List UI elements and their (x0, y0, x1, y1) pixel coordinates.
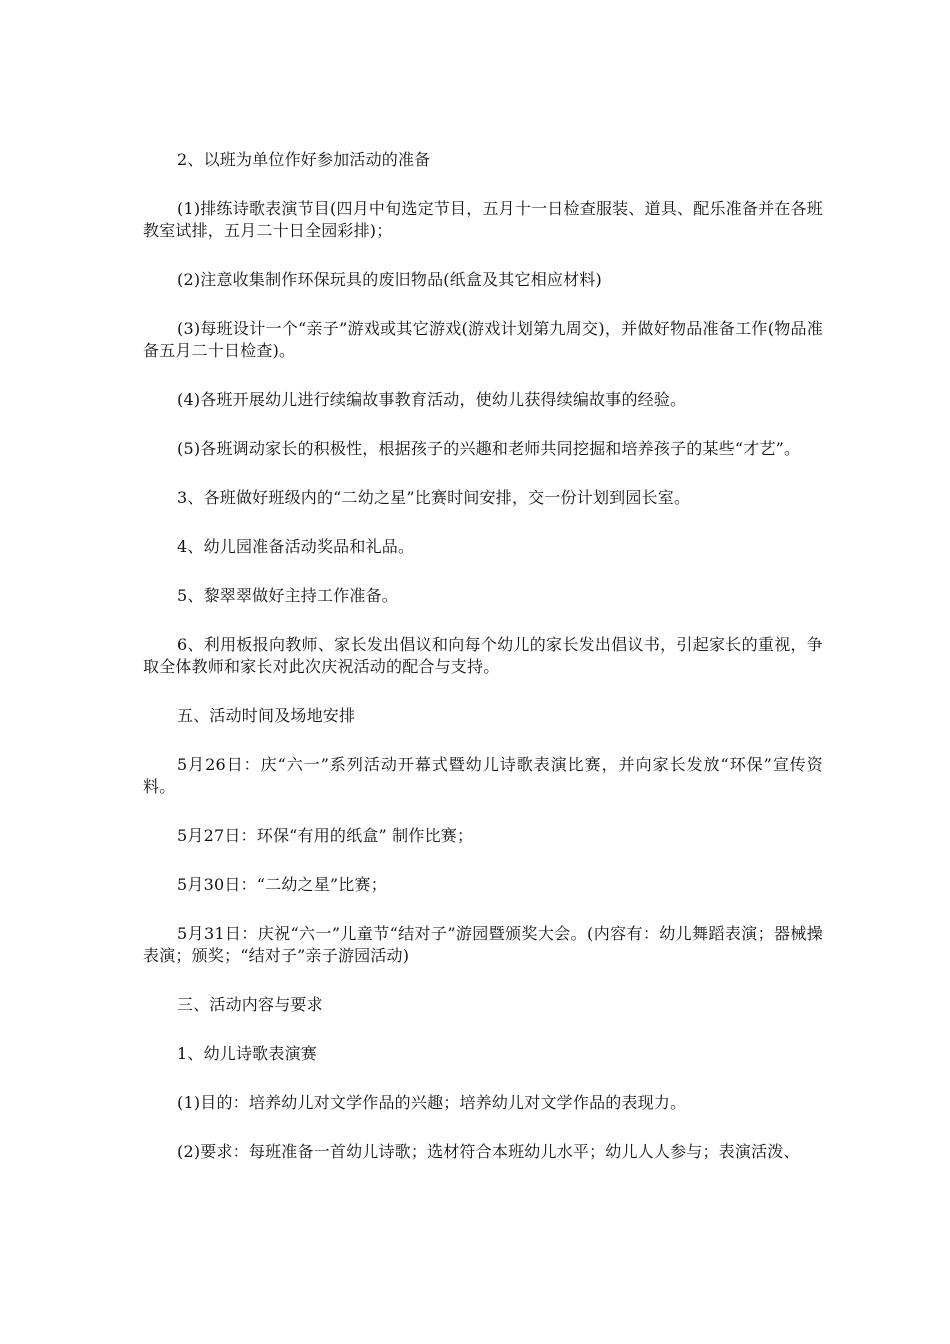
schedule-may-26: 5月26日：庆“六一”系列活动开幕式暨幼儿诗歌表演比赛，并向家长发放“环保”宣传资料。 (143, 755, 823, 796)
paragraph-point-6: 6、利用板报向教师、家长发出倡议和向每个幼儿的家长发出倡议书，引起家长的重视，争取全体教师和家长对此次庆祝活动的配合与支持。 (143, 635, 823, 676)
paragraph-point-4: 4、幼儿园准备活动奖品和礼品。 (177, 537, 415, 556)
paragraph-point-3: 3、各班做好班级内的“二幼之星”比赛时间安排，交一份计划到园长室。 (177, 488, 691, 507)
document-body (143, 149, 823, 1190)
paragraph-item-5: (5)各班调动家长的积极性，根据孩子的兴趣和老师共同挖掘和培养孩子的某些“才艺”。 (177, 439, 801, 458)
section-heading-schedule: 五、活动时间及场地安排 (177, 706, 356, 725)
schedule-may-30: 5月30日：“二幼之星”比赛； (177, 875, 387, 894)
section-heading-content: 三、活动内容与要求 (177, 995, 323, 1014)
schedule-may-27: 5月27日：环保“有用的纸盒” 制作比赛； (177, 826, 474, 845)
paragraph-requirements: (2)要求：每班准备一首幼儿诗歌；选材符合本班幼儿水平；幼儿人人参与；表演活泼、 (177, 1142, 800, 1161)
paragraph-item-1: (1)排练诗歌表演节目(四月中旬选定节目，五月十一日检查服装、道具、配乐准备并在各班教室试排，五月二十日全园彩排)； (143, 199, 823, 240)
paragraph-item-4: (4)各班开展幼儿进行续编故事教育活动，使幼儿获得续编故事的经验。 (177, 390, 687, 409)
schedule-may-31: 5月31日：庆祝“六一”儿童节“结对子”游园暨颁奖大会。(内容有：幼儿舞蹈表演；器械操表演；颁奖；“结对子”亲子游园活动) (143, 924, 823, 965)
paragraph-item-2: (2)注意收集制作环保玩具的废旧物品(纸盒及其它相应材料) (177, 270, 602, 289)
paragraph-poetry-contest: 1、幼儿诗歌表演赛 (177, 1044, 317, 1063)
paragraph-purpose: (1)目的：培养幼儿对文学作品的兴趣；培养幼儿对文学作品的表现力。 (177, 1093, 687, 1112)
paragraph-prep-heading: 2、以班为单位作好参加活动的准备 (177, 150, 431, 169)
paragraph-point-5: 5、黎翠翠做好主持工作准备。 (177, 586, 398, 605)
paragraph-item-3: (3)每班设计一个“亲子”游戏或其它游戏(游戏计划第九周交)，并做好物品准备工作(物品准备五月二十日检查)。 (143, 319, 823, 360)
